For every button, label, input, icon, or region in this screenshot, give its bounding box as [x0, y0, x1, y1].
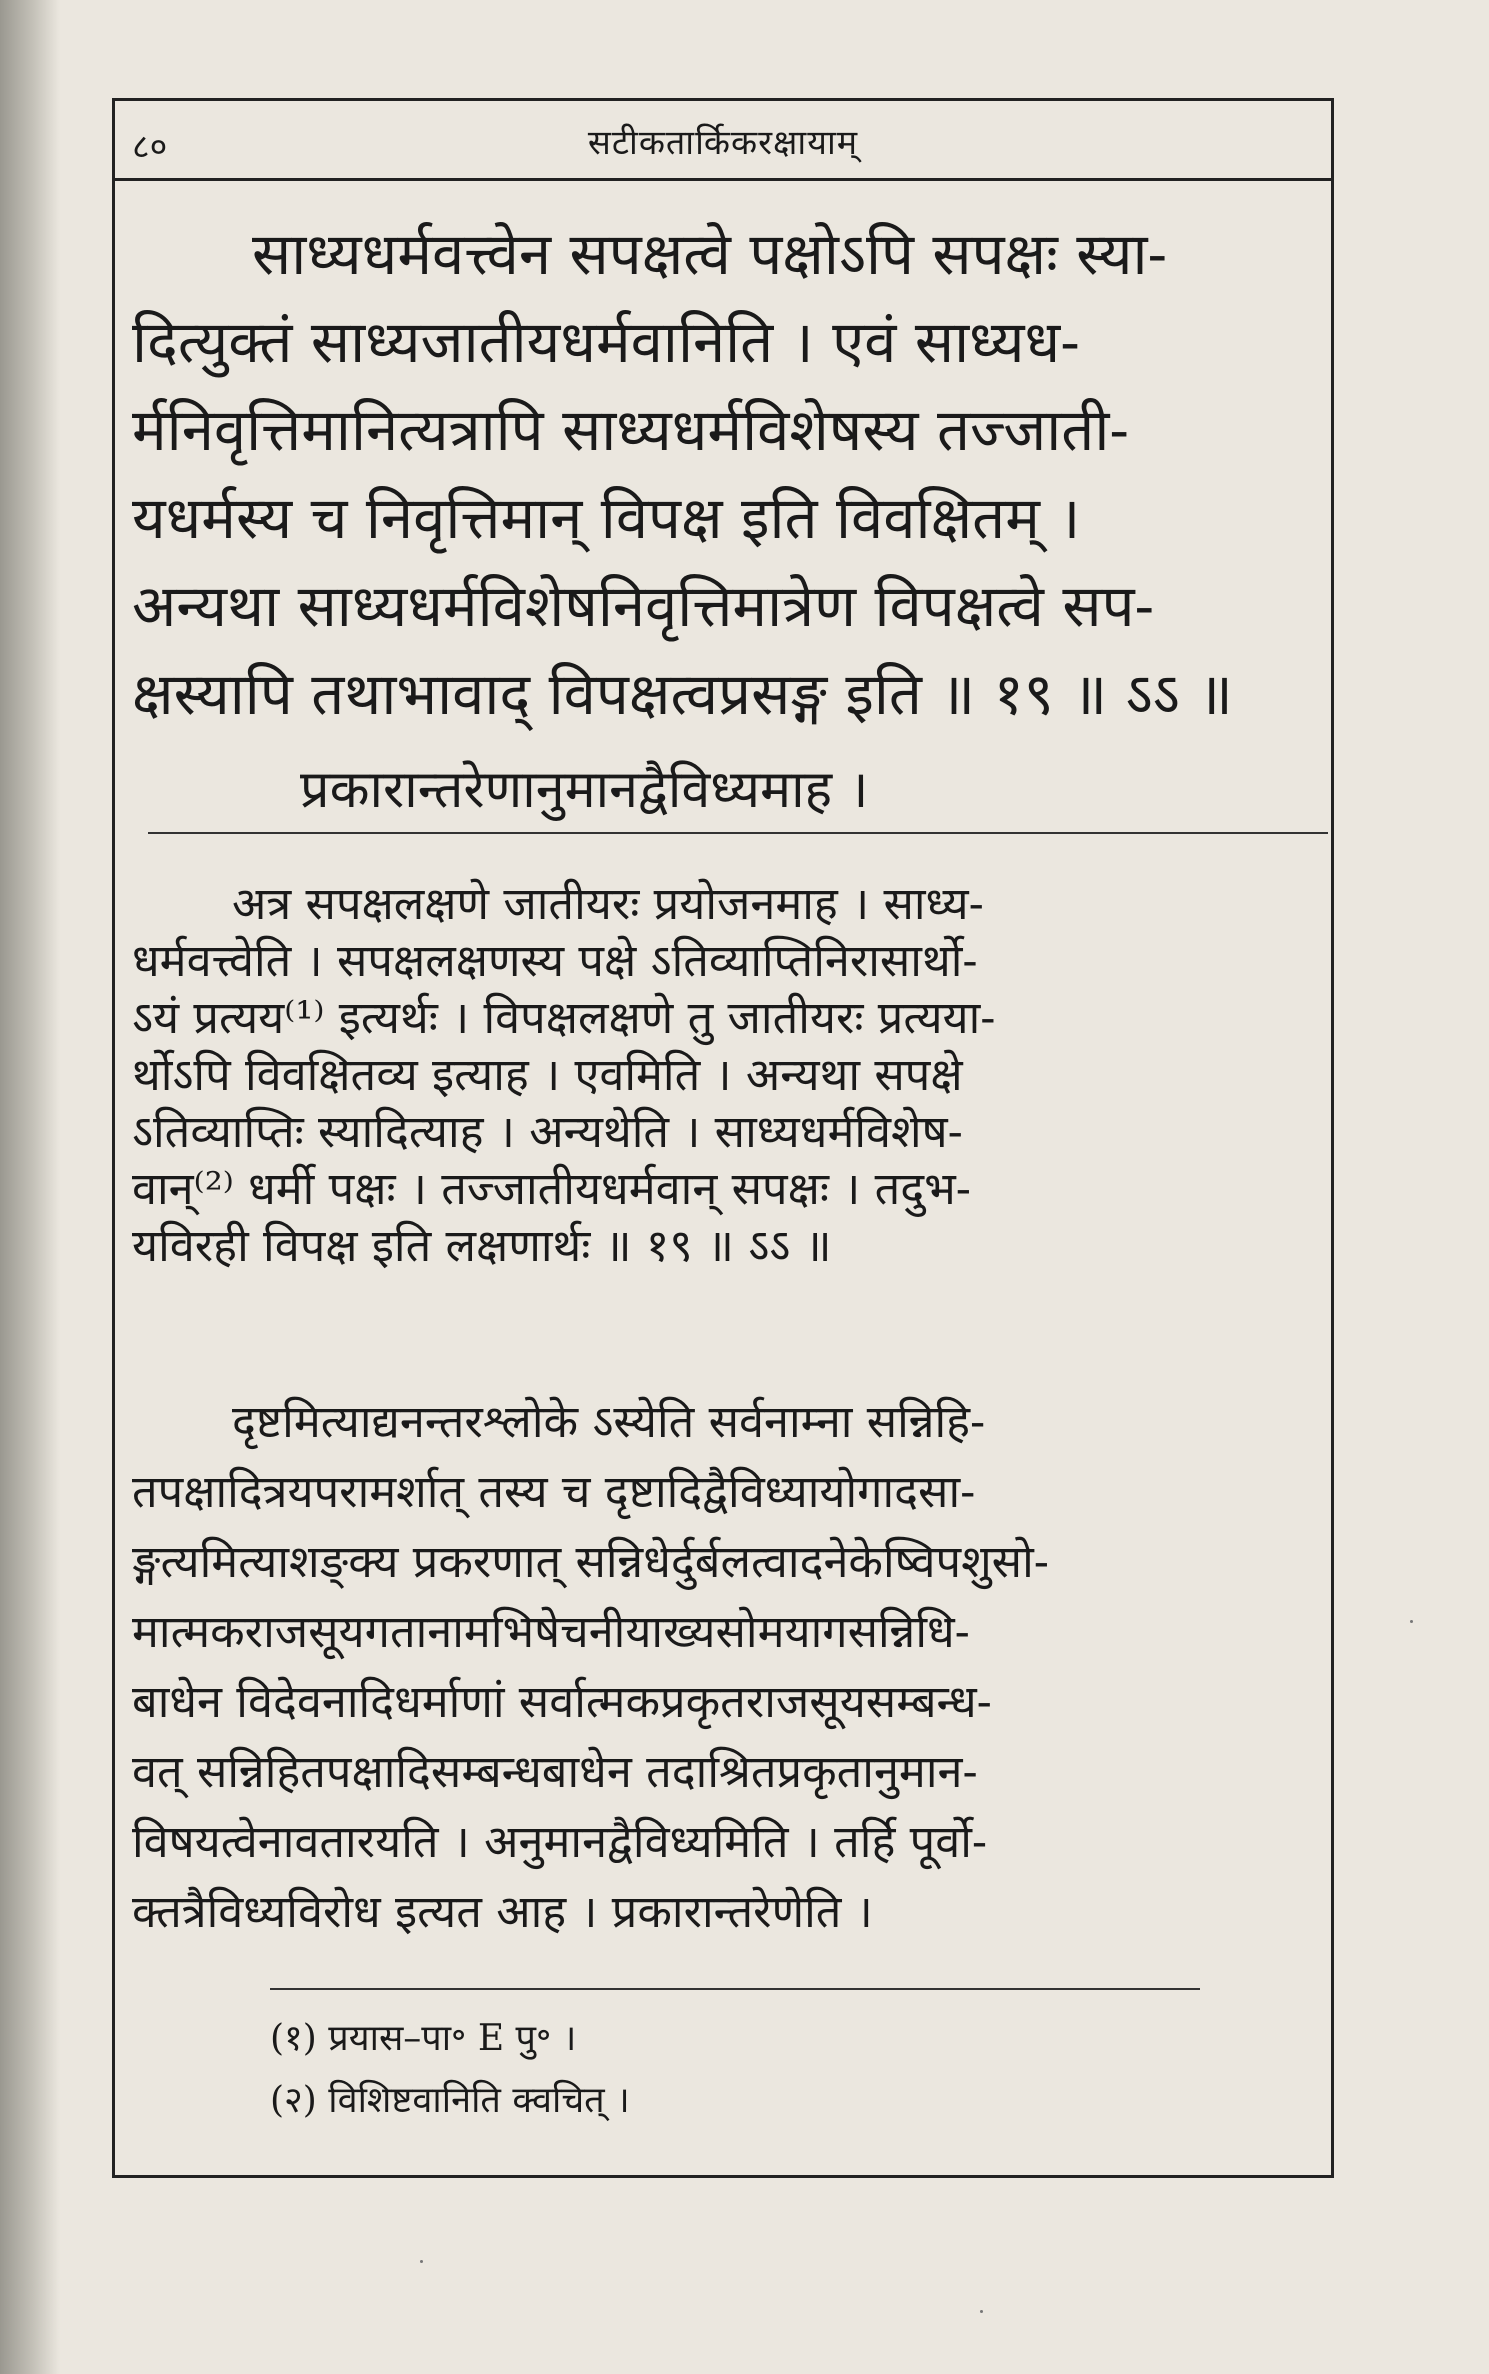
page-number: ८० — [132, 127, 168, 167]
commentary-line: र्थोऽपि विवक्षितव्य इत्याह । एवमिति । अन्यथा सपक्षे — [132, 1048, 963, 1101]
commentary-line: ऽतिव्याप्तिः स्यादित्याह । अन्यथेति । साध्यधर्मविशेष- — [132, 1105, 963, 1158]
root-line: क्षस्यापि तथाभावाद् विपक्षत्वप्रसङ्ग इति ॥ १९ ॥ ऽऽ ॥ — [132, 660, 1233, 728]
commentary-line: ऽयं प्रत्यय⁽¹⁾ इत्यर्थः । विपक्षलक्षणे तु जातीयरः प्रत्यया- — [132, 991, 996, 1044]
page-border-top — [112, 98, 1334, 101]
intro-text: प्रकारान्तरेणानुमानद्वैविध्यमाह । — [300, 760, 869, 820]
root-line: र्मनिवृत्तिमानित्यत्रापि साध्यधर्मविशेषस्य तज्जाती- — [132, 396, 1129, 464]
commentary-line: दृष्टमित्याद्यनन्तरश्लोके ऽस्येति सर्वनाम्ना सन्निहि- — [232, 1395, 986, 1448]
section-rule — [148, 832, 1328, 834]
commentary-line: वत् सन्निहितपक्षादिसम्बन्धबाधेन तदाश्रितप्रकृतानुमान- — [132, 1745, 978, 1798]
commentary-line: विषयत्वेनावतारयति । अनुमानद्वैविध्यमिति । तर्हि पूर्वो- — [132, 1815, 988, 1868]
footnotes — [270, 2008, 1170, 2132]
footnote: (२) विशिष्टवानिति क्वचित् । — [270, 2080, 630, 2121]
commentary-line: यविरही विपक्ष इति लक्षणार्थः ॥ १९ ॥ ऽऽ ॥ — [132, 1219, 832, 1272]
root-line: यधर्मस्य च निवृत्तिमान् विपक्ष इति विवक्षितम् । — [132, 484, 1081, 552]
commentary-line: बाधेन विदेवनादिधर्माणां सर्वात्मकप्रकृतराजसूयसम्बन्ध- — [132, 1675, 992, 1728]
commentary-line: मात्मकराजसूयगतानामभिषेचनीयाख्यसोमयागसन्निधि- — [132, 1605, 970, 1658]
paper-speck — [980, 2310, 983, 2313]
commentary-line: अत्र सपक्षलक्षणे जातीयरः प्रयोजनमाह । साध्य- — [232, 877, 984, 930]
commentary-line: तपक्षादित्रयपरामर्शात् तस्य च दृष्टादिद्वैविध्यायोगादसा- — [132, 1465, 976, 1518]
commentary-line: धर्मवत्त्वेति । सपक्षलक्षणस्य पक्षे ऽतिव्याप्तिनिरासार्थो- — [132, 934, 978, 987]
footnote-rule — [270, 1988, 1200, 1990]
paper-speck — [420, 2260, 423, 2263]
root-line: साध्यधर्मवत्त्वेन सपक्षत्वे पक्षोऽपि सपक्षः स्या- — [252, 220, 1168, 288]
paper-speck — [1410, 1620, 1413, 1623]
root-line: दित्युक्तं साध्यजातीयधर्मवानिति । एवं साध्यध- — [132, 308, 1080, 376]
running-header — [112, 108, 1334, 178]
root-text — [132, 210, 1317, 738]
commentary-paragraph-1 — [132, 875, 1317, 1274]
binding-gutter-shadow — [0, 0, 60, 2374]
commentary-line: ङ्गत्यमित्याशङ्क्य प्रकरणात् सन्निधेर्दुर्बलत्वादनेकेष्विपशुसो- — [132, 1535, 1049, 1588]
commentary-paragraph-2 — [132, 1387, 1317, 1947]
commentary-line: वान्⁽²⁾ धर्मी पक्षः । तज्जातीयधर्मवान् सपक्षः । तदुभ- — [132, 1162, 971, 1215]
root-line: अन्यथा साध्यधर्मविशेषनिवृत्तिमात्रेण विपक्षत्वे सप- — [132, 572, 1155, 640]
footnote: (१) प्रयास–पा॰ E पु॰ । — [270, 2018, 577, 2059]
commentary-line: क्तत्रैविध्यविरोध इत्यत आह । प्रकारान्तरेणेति । — [132, 1885, 873, 1938]
intro-line — [300, 750, 1300, 830]
running-title: सटीकतार्किकरक्षायाम् — [587, 123, 859, 163]
header-rule — [112, 178, 1334, 181]
